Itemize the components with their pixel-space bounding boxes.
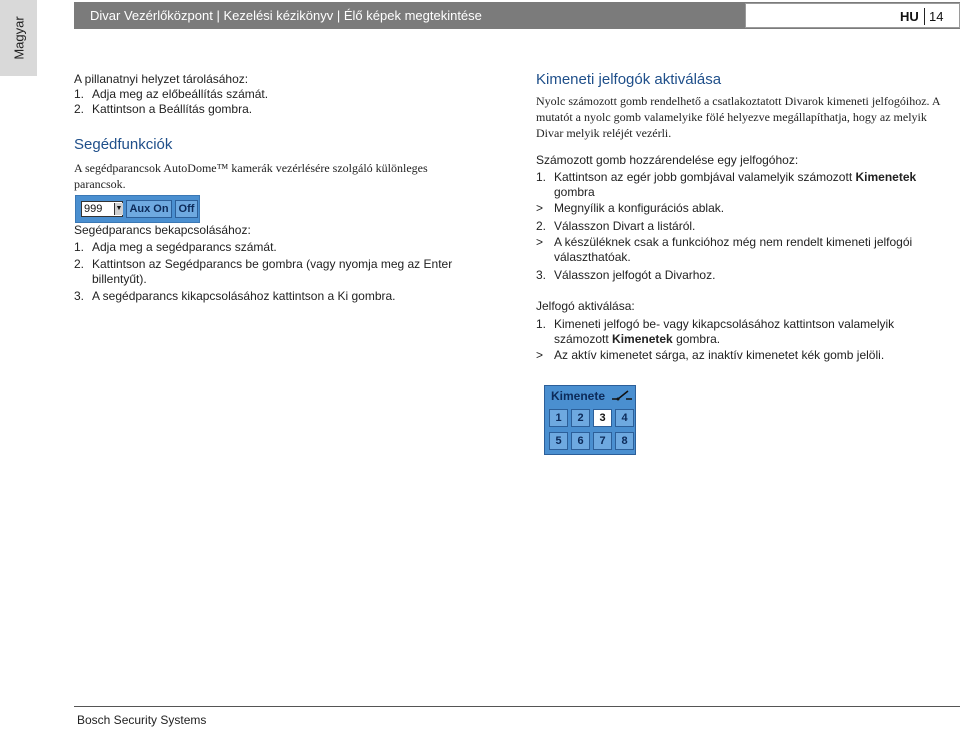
list-item xyxy=(536,219,951,234)
result-item xyxy=(536,348,951,363)
activate-label: Jelfogó aktiválása: xyxy=(536,299,635,313)
aux-number-value: 999 xyxy=(84,203,103,215)
step-number: 2. xyxy=(74,257,85,271)
step-text: Adja meg az előbeállítás számát. xyxy=(92,87,269,101)
assign-label: Számozott gomb hozzárendelése egy jelfogóhoz: xyxy=(536,153,799,167)
output-button-3[interactable]: 3 xyxy=(593,409,612,427)
output-button-6[interactable]: 6 xyxy=(571,432,590,450)
aux-toolbar xyxy=(75,195,200,223)
footer-divider xyxy=(74,706,960,707)
left-column-lower xyxy=(74,223,474,304)
page-number-box xyxy=(745,3,960,28)
result-text: A készüléknek csak a funkcióhoz még nem rendelt kimeneti jelfogói választhatóak. xyxy=(554,235,913,264)
output-panel-title: Kimenete xyxy=(551,389,606,403)
step-text: Adja meg a segédparancs számát. xyxy=(92,240,277,254)
aux-off-button[interactable]: Off xyxy=(175,200,198,218)
output-relay-panel xyxy=(544,385,636,455)
step-number: 1. xyxy=(536,170,547,184)
step-number: 1. xyxy=(74,240,85,254)
result-item xyxy=(536,235,951,265)
step-text-bold: Kimenetek xyxy=(855,170,917,184)
list-item xyxy=(536,317,951,347)
step-text-bold: Kimenetek xyxy=(612,332,673,346)
list-item xyxy=(74,87,474,102)
page-header xyxy=(74,2,960,29)
page-number: 14 xyxy=(929,9,944,24)
step-number: 2. xyxy=(74,102,85,116)
output-button-4[interactable]: 4 xyxy=(615,409,634,427)
result-marker: > xyxy=(536,201,544,215)
step-number: 3. xyxy=(536,268,547,282)
side-tab-label: Magyar xyxy=(11,16,26,60)
result-text: Az aktív kimenetet sárga, az inaktív kimenetet kék gomb jelöli. xyxy=(554,348,885,362)
list-item xyxy=(74,289,474,304)
section-heading-outputs: Kimeneti jelfogók aktiválása xyxy=(536,71,722,88)
list-item xyxy=(536,170,951,200)
step-text: Válasszon jelfogót a Divarhoz. xyxy=(554,268,716,282)
step-text: Kattintson az Segédparancs be gombra (vagy nyomja meg az Enter billentyűt). xyxy=(92,257,453,286)
output-button-5[interactable]: 5 xyxy=(549,432,568,450)
intro-text: A pillanatnyi helyzet tárolásához: xyxy=(74,72,249,86)
list-item xyxy=(74,240,474,255)
step-number: 1. xyxy=(536,317,547,331)
header-separator xyxy=(924,8,925,25)
output-button-2[interactable]: 2 xyxy=(571,409,590,427)
step-text: gombra. xyxy=(672,332,721,346)
step-number: 2. xyxy=(536,219,547,233)
aux-description: A segédparancsok AutoDome™ kamerák vezérlésére szolgáló különleges parancsok. xyxy=(74,161,428,191)
output-button-8[interactable]: 8 xyxy=(615,432,634,450)
chevron-down-icon[interactable]: ▼ xyxy=(114,203,123,215)
step-text: Kimeneti jelfogó be- vagy kikapcsolásához kattintson valamelyik számozott xyxy=(554,317,895,346)
result-text: Megnyílik a konfigurációs ablak. xyxy=(554,201,725,215)
language-code: HU xyxy=(900,9,919,24)
side-tab xyxy=(0,0,37,76)
section-heading-aux: Segédfunkciók xyxy=(74,136,173,153)
right-column xyxy=(536,72,951,363)
step-number: 1. xyxy=(74,87,85,101)
aux-on-button[interactable]: Aux On xyxy=(126,200,172,218)
list-item xyxy=(536,268,951,283)
step-text: A segédparancs kikapcsolásához kattintson a Ki gombra. xyxy=(92,289,396,303)
result-item xyxy=(536,201,951,216)
result-marker: > xyxy=(536,235,544,249)
step-text: gombra xyxy=(554,185,595,199)
list-item xyxy=(74,257,474,287)
aux-number-select[interactable] xyxy=(81,201,123,217)
aux-on-label: Segédparancs bekapcsolásához: xyxy=(74,223,251,237)
relay-switch-icon xyxy=(611,387,633,403)
step-text: Válasszon Divart a listáról. xyxy=(554,219,696,233)
step-number: 3. xyxy=(74,289,85,303)
header-title: Divar Vezérlőközpont | Kezelési kézikönyv | Élő képek megtekintése xyxy=(90,8,482,23)
outputs-description: Nyolc számozott gomb rendelhető a csatlakoztatott Divarok kimeneti jelfogóihoz. A mutatót a nyolc gomb valamelyike fölé helyezve megállapíthatja, hogy az melyik Divar melyik reléjét vezérli. xyxy=(536,94,940,140)
footer-text: Bosch Security Systems xyxy=(77,713,207,727)
step-text: Kattintson az egér jobb gombjával valamelyik számozott xyxy=(554,170,856,184)
left-column xyxy=(74,72,474,192)
step-text: Kattintson a Beállítás gombra. xyxy=(92,102,253,116)
output-button-1[interactable]: 1 xyxy=(549,409,568,427)
result-marker: > xyxy=(536,348,544,362)
list-item xyxy=(74,102,474,117)
output-button-7[interactable]: 7 xyxy=(593,432,612,450)
